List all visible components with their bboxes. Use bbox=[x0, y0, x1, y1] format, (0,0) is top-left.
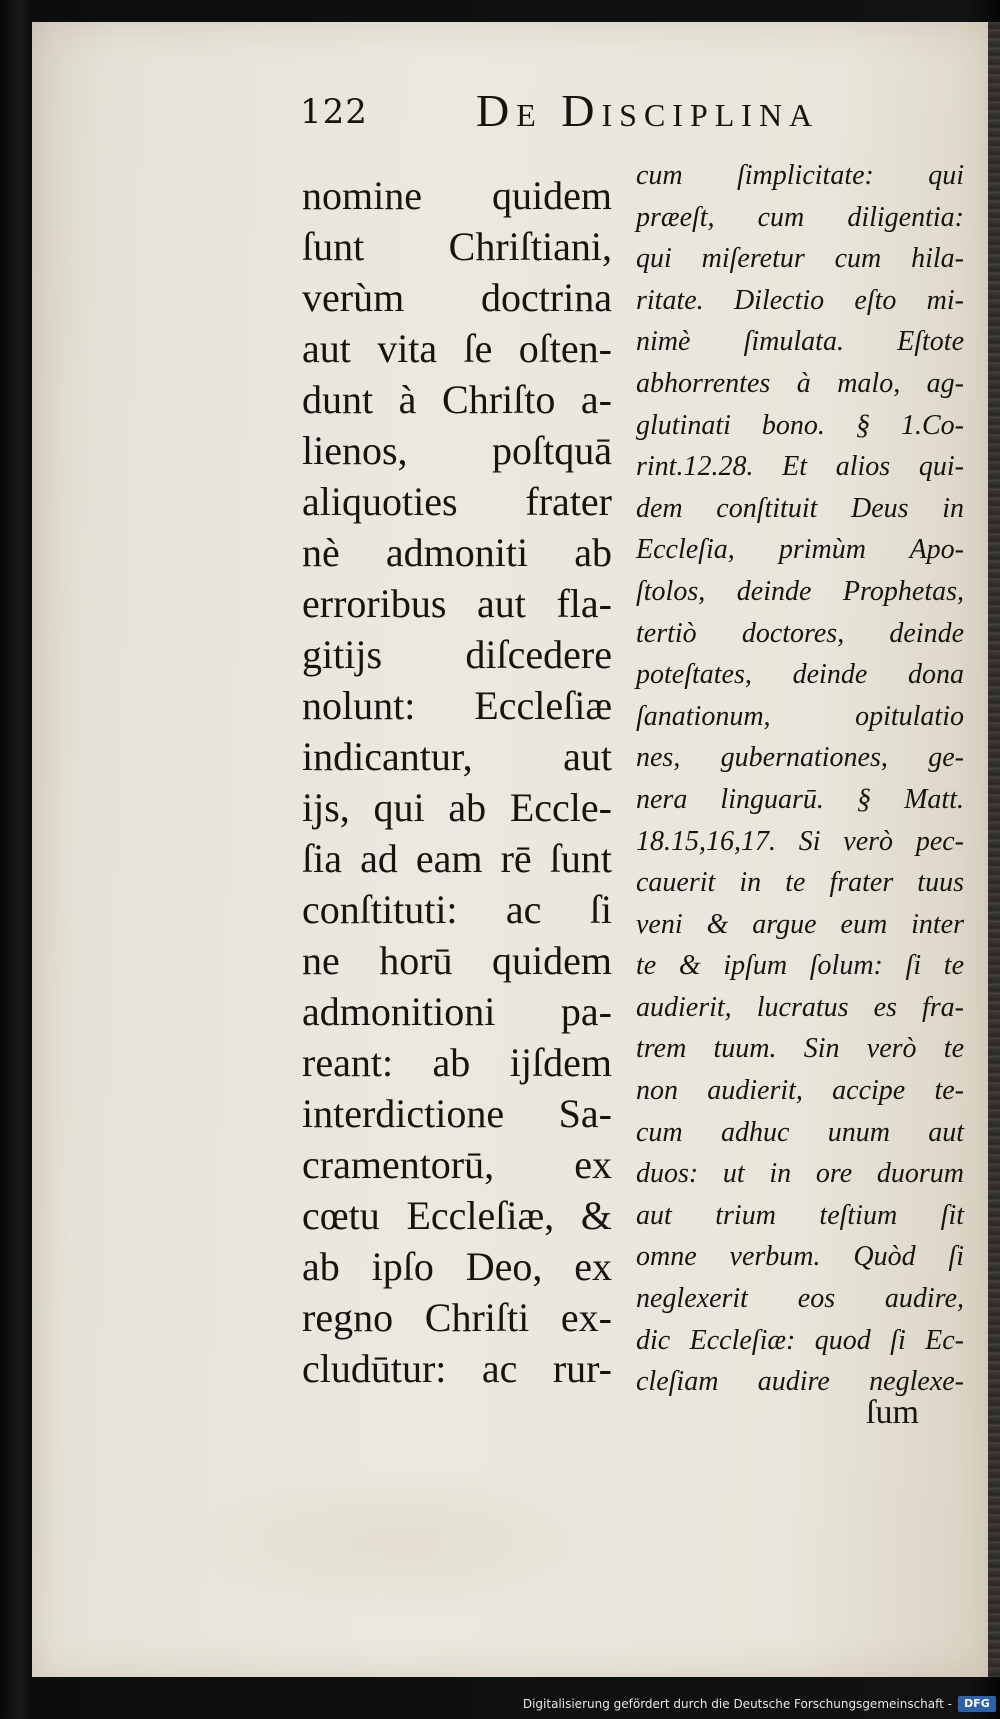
gloss-line: nimè ſimulata. Eſtote bbox=[636, 326, 964, 358]
gloss-line: tertiò doctores, deinde bbox=[636, 617, 964, 649]
main-text-line: ijs, qui ab Eccle- bbox=[302, 785, 612, 830]
digitization-credit: Digitalisierung gefördert durch die Deutsche Forschungsgemeinschaft - bbox=[522, 1697, 952, 1711]
gloss-line: aut trium teſtium ſit bbox=[636, 1199, 964, 1231]
main-text-line: gitijs diſcedere bbox=[302, 632, 612, 677]
gloss-line: qui miſeretur cum hila- bbox=[636, 243, 964, 275]
main-text-line: reant: ab ijſdem bbox=[302, 1040, 612, 1085]
main-text-line: ab ipſo Deo, ex bbox=[302, 1244, 612, 1289]
main-text-line: cludūtur: ac rur- bbox=[302, 1346, 612, 1391]
main-text-line: nolunt: Eccleſiæ bbox=[302, 683, 612, 728]
main-text-line: lienos, poſtquā bbox=[302, 428, 612, 473]
main-text-line: verùm doctrina bbox=[302, 275, 612, 320]
gloss-line: dic Eccleſiæ: quod ſi Ec- bbox=[636, 1324, 964, 1356]
gloss-line: audierit, lucratus es fra- bbox=[636, 991, 964, 1023]
gloss-line: duos: ut in ore duorum bbox=[636, 1158, 964, 1190]
gloss-line: ſanationum, opitulatio bbox=[636, 700, 964, 732]
page-edge bbox=[988, 22, 1000, 1677]
gloss-line: ſtolos, deinde Prophetas, bbox=[636, 575, 964, 607]
main-text-line: ſia ad eam rē ſunt bbox=[302, 836, 612, 881]
gloss-line: cleſiam audire neglexe- bbox=[636, 1366, 964, 1398]
gloss-line: veni & argue eum inter bbox=[636, 908, 964, 940]
main-text-line: cramentorū, ex bbox=[302, 1142, 612, 1187]
main-text-line: ne horū quidem bbox=[302, 938, 612, 983]
gloss-line: te & ipſum ſolum: ſi te bbox=[636, 950, 964, 982]
gloss-line: nes, gubernationes, ge- bbox=[636, 742, 964, 774]
main-text-line: cœtu Eccleſiæ, & bbox=[302, 1193, 612, 1238]
gloss-line: omne verbum. Quòd ſi bbox=[636, 1241, 964, 1273]
main-text-line: nomine quidem bbox=[302, 173, 612, 218]
main-text-line: ſunt Chriſtiani, bbox=[302, 224, 612, 269]
page-header bbox=[300, 82, 860, 142]
gloss-line: abhorrentes à malo, ag- bbox=[636, 367, 964, 399]
gloss-line: cauerit in te frater tuus bbox=[636, 867, 964, 899]
main-text-line: aut vita ſe oſten- bbox=[302, 326, 612, 371]
main-text-line: conſtituti: ac ſi bbox=[302, 887, 612, 932]
main-text-line: dunt à Chriſto a- bbox=[302, 377, 612, 422]
main-text-line: nè admoniti ab bbox=[302, 530, 612, 575]
gloss-line: præeſt, cum diligentia: bbox=[636, 201, 964, 233]
gloss-line: neglexerit eos audire, bbox=[636, 1283, 964, 1315]
gloss-line: glutinati bono. § 1.Co- bbox=[636, 409, 964, 441]
main-text-line: indicantur, aut bbox=[302, 734, 612, 779]
marginal-gloss-column bbox=[636, 155, 964, 1403]
page-stain bbox=[192, 1462, 612, 1622]
running-head: De Disciplina bbox=[476, 85, 820, 136]
gloss-line: poteſtates, deinde dona bbox=[636, 659, 964, 691]
catchword: ſum bbox=[866, 1394, 919, 1431]
main-text-line: erroribus aut fla- bbox=[302, 581, 612, 626]
main-text-line: regno Chriſti ex- bbox=[302, 1295, 612, 1340]
gloss-line: 18.15,16,17. Si verò pec- bbox=[636, 825, 964, 857]
page-number: 122 bbox=[300, 92, 368, 132]
main-text-line: aliquoties frater bbox=[302, 479, 612, 524]
gloss-line: nera linguarū. § Matt. bbox=[636, 783, 964, 815]
gloss-line: non audierit, accipe te- bbox=[636, 1075, 964, 1107]
gloss-line: ritate. Dilectio eſto mi- bbox=[636, 284, 964, 316]
main-text-line: interdictione Sa- bbox=[302, 1091, 612, 1136]
gloss-line: cum ſimplicitate: qui bbox=[636, 160, 964, 191]
gloss-line: cum adhuc unum aut bbox=[636, 1116, 964, 1148]
gloss-line: Eccleſia, primùm Apo- bbox=[636, 534, 964, 566]
main-text-line: admonitioni pa- bbox=[302, 989, 612, 1034]
gloss-line: rint.12.28. Et alios qui- bbox=[636, 451, 964, 483]
dfg-logo: DFG bbox=[958, 1696, 996, 1712]
gloss-line: dem conſtituit Deus in bbox=[636, 492, 964, 524]
gloss-line: trem tuum. Sin verò te bbox=[636, 1033, 964, 1065]
main-text-column bbox=[302, 170, 612, 1394]
